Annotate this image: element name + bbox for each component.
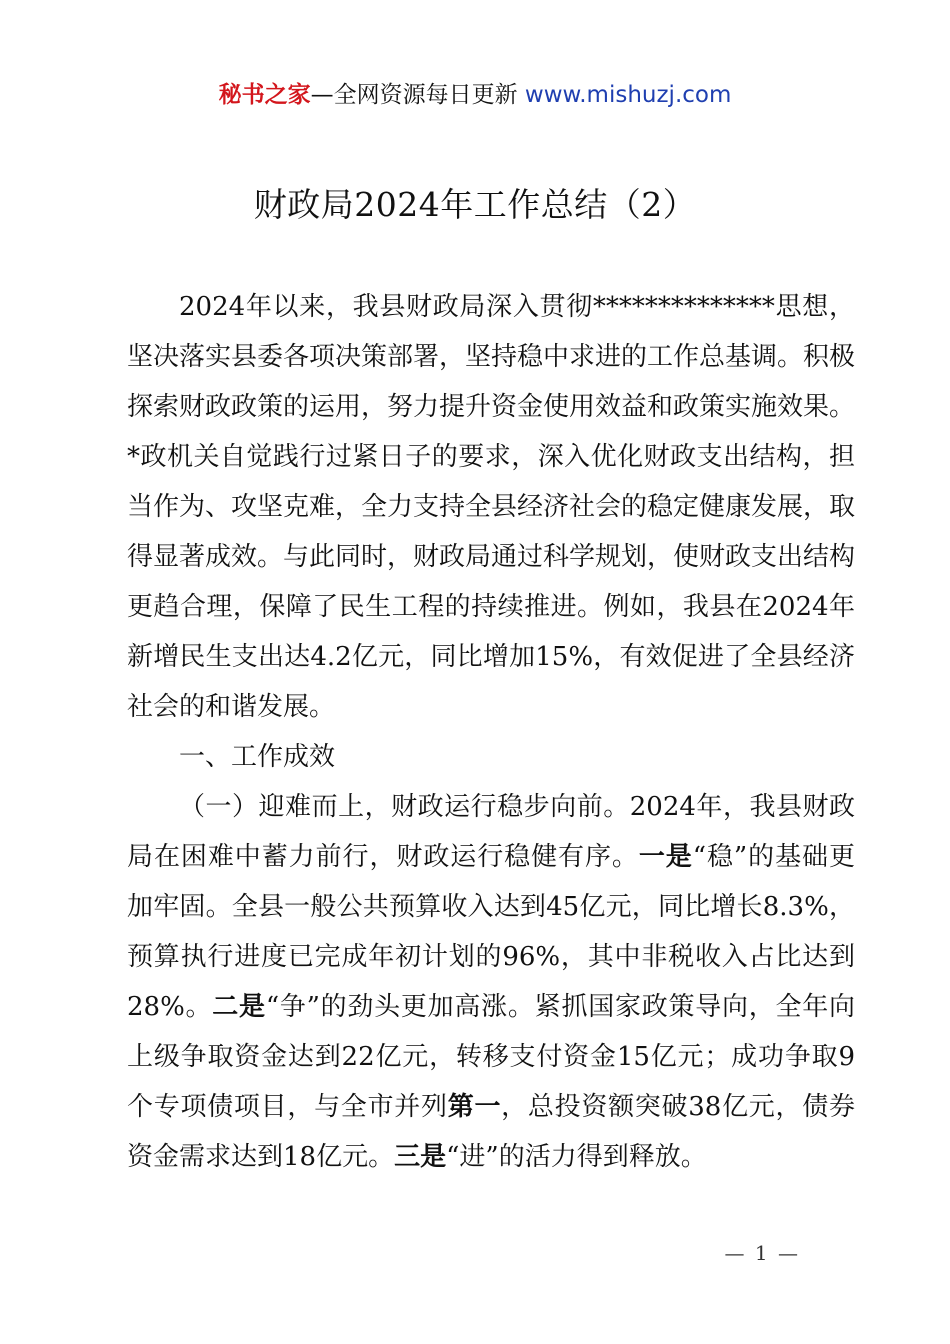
section-paragraph (127, 782, 855, 1182)
header-subtitle: —全网资源每日更新 (310, 82, 525, 108)
text-segment: “争”的劲头更加高涨。紧抓国家政策导向，全年向上级争取资金达到22亿元，转移支付资金15亿元；成功争取9个专项债项目，与全市并列 (127, 992, 855, 1122)
page-number: — 1 — (724, 1241, 800, 1265)
bold-marker: 二是 (212, 992, 266, 1022)
text-segment: （一）迎难而上，财政运行稳步向前。2024年，我县财政局在困难中蓄力前行，财政运行稳健有序。 (127, 792, 855, 872)
bold-marker: 三是 (394, 1142, 447, 1172)
intro-paragraph: 2024年以来，我县财政局深入贯彻**************思想，坚决落实县委各项决策部署，坚持稳中求进的工作总基调。积极探索财政政策的运用，努力提升资金使用效益和政策实施效果。*政机关自觉践行过紧日子的要求，深入优化财政支出结构，担当作为、攻坚克难，全力支持全县经济社会的稳定健康发展，取得显著成效。与此同时，财政局通过科学规划，使财政支出结构更趋合理，保障了民生工程的持续推进。例如，我县在2024年新增民生支出达4.2亿元，同比增加15%，有效促进了全县经济社会的和谐发展。 (127, 292, 856, 722)
brand-name: 秘书之家 (218, 82, 311, 108)
document-body (127, 282, 855, 1182)
section-heading: 一、工作成效 (179, 742, 336, 772)
site-header (0, 78, 950, 112)
site-url-link[interactable]: www.mishuzj.com (524, 82, 732, 108)
text-segment: “进”的活力得到释放。 (446, 1142, 707, 1172)
bold-marker: 一是 (638, 842, 693, 872)
document-title: 财政局2024年工作总结（2） (253, 185, 697, 224)
text-segment: “稳”的基础更加牢固。全县一般公共预算收入达到45亿元，同比增长8.3%，预算执行进度已完成年初计划的96%，其中非税收入占比达到28%。 (127, 842, 855, 1022)
bold-marker: 第一 (447, 1092, 502, 1122)
text-segment: ，总投资额突破38亿元，债券资金需求达到18亿元。 (127, 1092, 855, 1172)
